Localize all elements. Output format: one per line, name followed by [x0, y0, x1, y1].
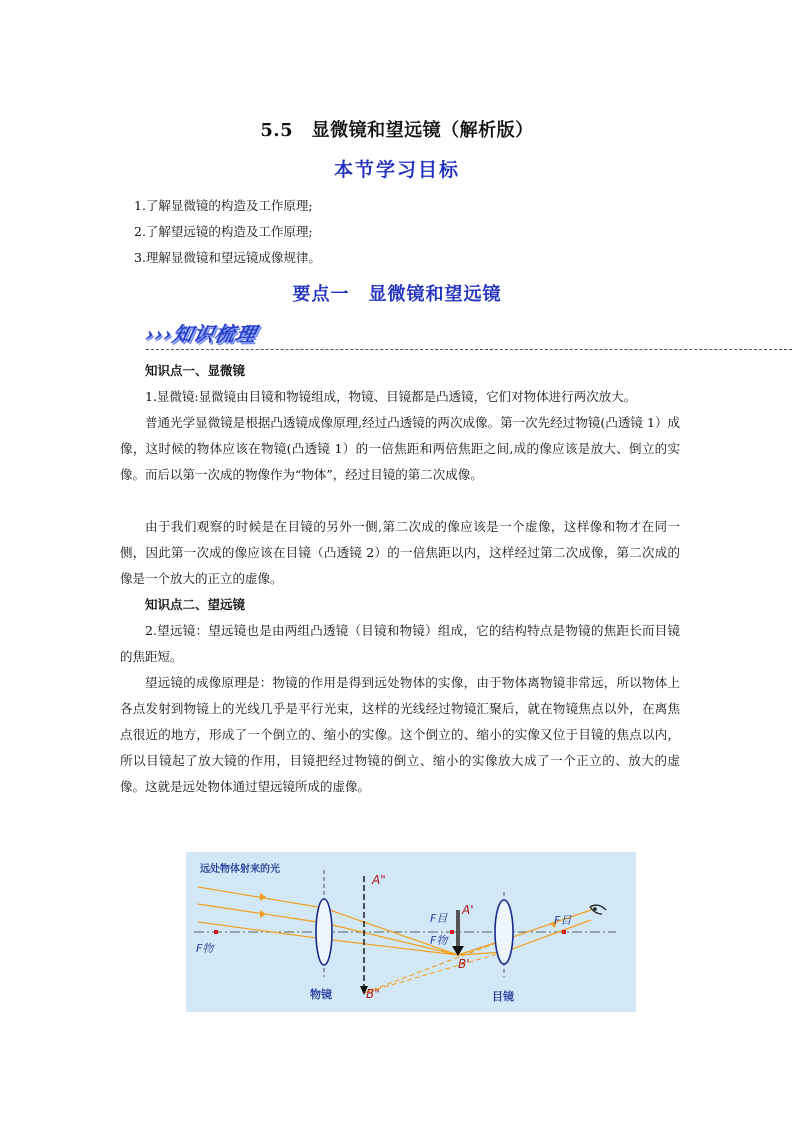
knowledge-point-2-heading: 知识点二、望远镜 [145, 597, 246, 612]
paragraph-microscope-principle: 普通光学显微镜是根据凸透镜成像原理,经过凸透镜的两次成像。第一次先经过物镜(凸透镜 1）成像，这时候的物体应该在物镜(凸透镜 1）的一倍焦距和两倍焦距之间,成的像应该是放大、倒立的实像。而后以第一次成的物像作为“物体”，经过目镜的第二次成像。 [120, 415, 680, 482]
knowledge-point-1-heading: 知识点一、显微镜 [145, 363, 246, 378]
focal-point-eyepiece-left [450, 930, 454, 934]
focal-point-eyepiece-right [562, 930, 566, 934]
goal-item: 1.了解显微镜的构造及工作原理; [134, 198, 313, 213]
paragraph-telescope-def: 2.望远镜：望远镜也是由两组凸透镜（目镜和物镜）组成，它的结构特点是物镜的焦距长而目镜的焦距短。 [120, 623, 680, 664]
learning-goals-list [134, 193, 321, 271]
telescope-diagram-svg [186, 852, 636, 1012]
learning-goals-heading: 本节学习目标 [333, 159, 460, 181]
paragraph-telescope-principle: 望远镜的成像原理是：物镜的作用是得到远处物体的实像，由于物体离物镜非常远，所以物体上各点发射到物镜上的光线几乎是平行光束，这样的光线经过物镜汇聚后，就在物镜焦点以外，在离焦点很近的地方，形成了一个倒立的、缩小的实像。这个倒立的、缩小的实像又位于目镜的焦点以内，所以目镜起了放大镜的作用，目镜把经过物镜的倒立、缩小的实像放大成了一个正立的、放大的虚像。这就是远处物体通过望远镜所成的虚像。 [120, 675, 680, 794]
caption-incoming-light: 远处物体射来的光 [200, 864, 280, 875]
paragraph-microscope-def: 1.显微镜:显微镜由目镜和物镜组成，物镜、目镜都是凸透镜，它们对物体进行两次放大。 [145, 389, 637, 404]
label-F-objective-right: F物 [430, 934, 448, 947]
focal-point-objective-left [214, 930, 218, 934]
main-body [120, 358, 680, 800]
label-F-eyepiece-left: F目 [430, 912, 448, 925]
objective-lens [316, 899, 332, 965]
eyepiece-lens [495, 900, 513, 964]
label-F-objective-left: F物 [196, 942, 214, 955]
label-A-prime: A' [462, 903, 474, 917]
label-B-prime: B' [458, 957, 470, 971]
label-A-double-prime: A" [372, 873, 386, 887]
knowledge-banner [143, 318, 794, 352]
banner-divider [146, 349, 792, 350]
page-title: 5.5 显微镜和望远镜（解析版） [260, 120, 534, 141]
paragraph-microscope-virtual-image: 由于我们观察的时候是在目镜的另外一侧,第二次成的像应该是一个虚像，这样像和物才在同一侧，因此第一次成的像应该在目镜（凸透镜 2）的一倍焦距以内，这样经过第二次成像，第二次成的像是一个放大的正立的虚像。 [120, 519, 680, 586]
goal-item: 3.理解显微镜和望远镜成像规律。 [134, 250, 321, 265]
label-eyepiece-lens: 目镜 [492, 990, 514, 1003]
banner-text: ›››知识梳理 [143, 322, 260, 346]
section-title: 要点一 显微镜和望远镜 [292, 284, 502, 305]
goal-item: 2.了解望远镜的构造及工作原理; [134, 224, 313, 239]
spacer [120, 488, 680, 514]
telescope-diagram [186, 852, 636, 1012]
label-B-double-prime: B" [366, 987, 380, 1001]
label-objective-lens: 物镜 [310, 988, 332, 1001]
label-F-eyepiece-right: F目 [554, 914, 572, 927]
real-image [456, 910, 460, 948]
